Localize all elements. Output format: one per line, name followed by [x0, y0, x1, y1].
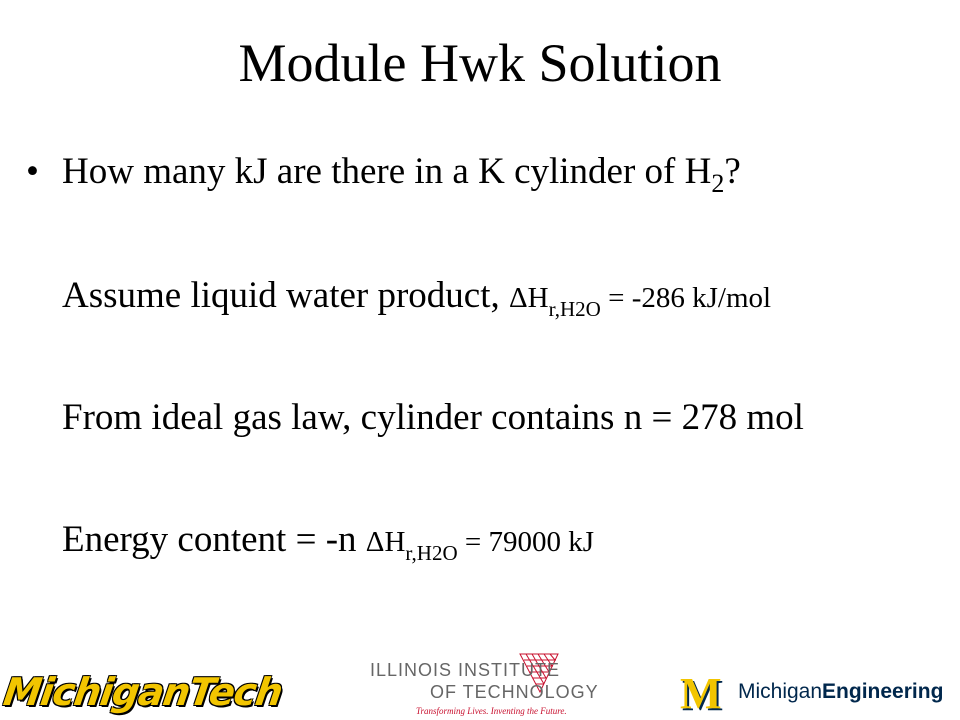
energy-text: Energy content = -n [62, 519, 366, 560]
michigan-engineering-logo [672, 668, 960, 718]
wordmark-bold: Engineering [822, 680, 944, 703]
michigan-engineering-wordmark [738, 680, 943, 704]
block-m-icon: M [680, 669, 722, 718]
assumption-line [62, 274, 771, 320]
delta-symbol: Δ [365, 526, 385, 558]
enthalpy-subscript: r,H2O [405, 541, 458, 565]
iit-name-line2: OF TECHNOLOGY [430, 682, 599, 702]
assumption-value: = -286 kJ/mol [600, 282, 772, 314]
energy-value: = 79000 kJ [457, 526, 595, 558]
question-subscript: 2 [711, 169, 725, 198]
michigan-tech-logo: MichiganTech [0, 670, 285, 714]
page-title: Module Hwk Solution [238, 33, 722, 93]
delta-symbol: Δ [509, 282, 528, 314]
enthalpy-symbol: H [527, 282, 549, 314]
assumption-text: Assume liquid water product, [62, 275, 509, 316]
iit-name-line1: ILLINOIS INSTITUTE [370, 660, 561, 680]
question-text: How many kJ are there in a K cylinder of H [62, 151, 712, 192]
wordmark-plain: Michigan [738, 680, 823, 703]
logo-bar [0, 630, 960, 720]
iit-logo [370, 652, 610, 720]
enthalpy-symbol: H [384, 526, 406, 558]
iit-tagline: Transforming Lives. Inventing the Future. [416, 706, 567, 716]
ideal-gas-line: From ideal gas law, cylinder contains n = 278 mol [62, 397, 804, 438]
bullet-marker: • [26, 151, 39, 192]
question-line [62, 150, 741, 198]
enthalpy-subscript: r,H2O [548, 297, 601, 321]
energy-line [62, 518, 594, 564]
question-end: ? [724, 151, 741, 192]
